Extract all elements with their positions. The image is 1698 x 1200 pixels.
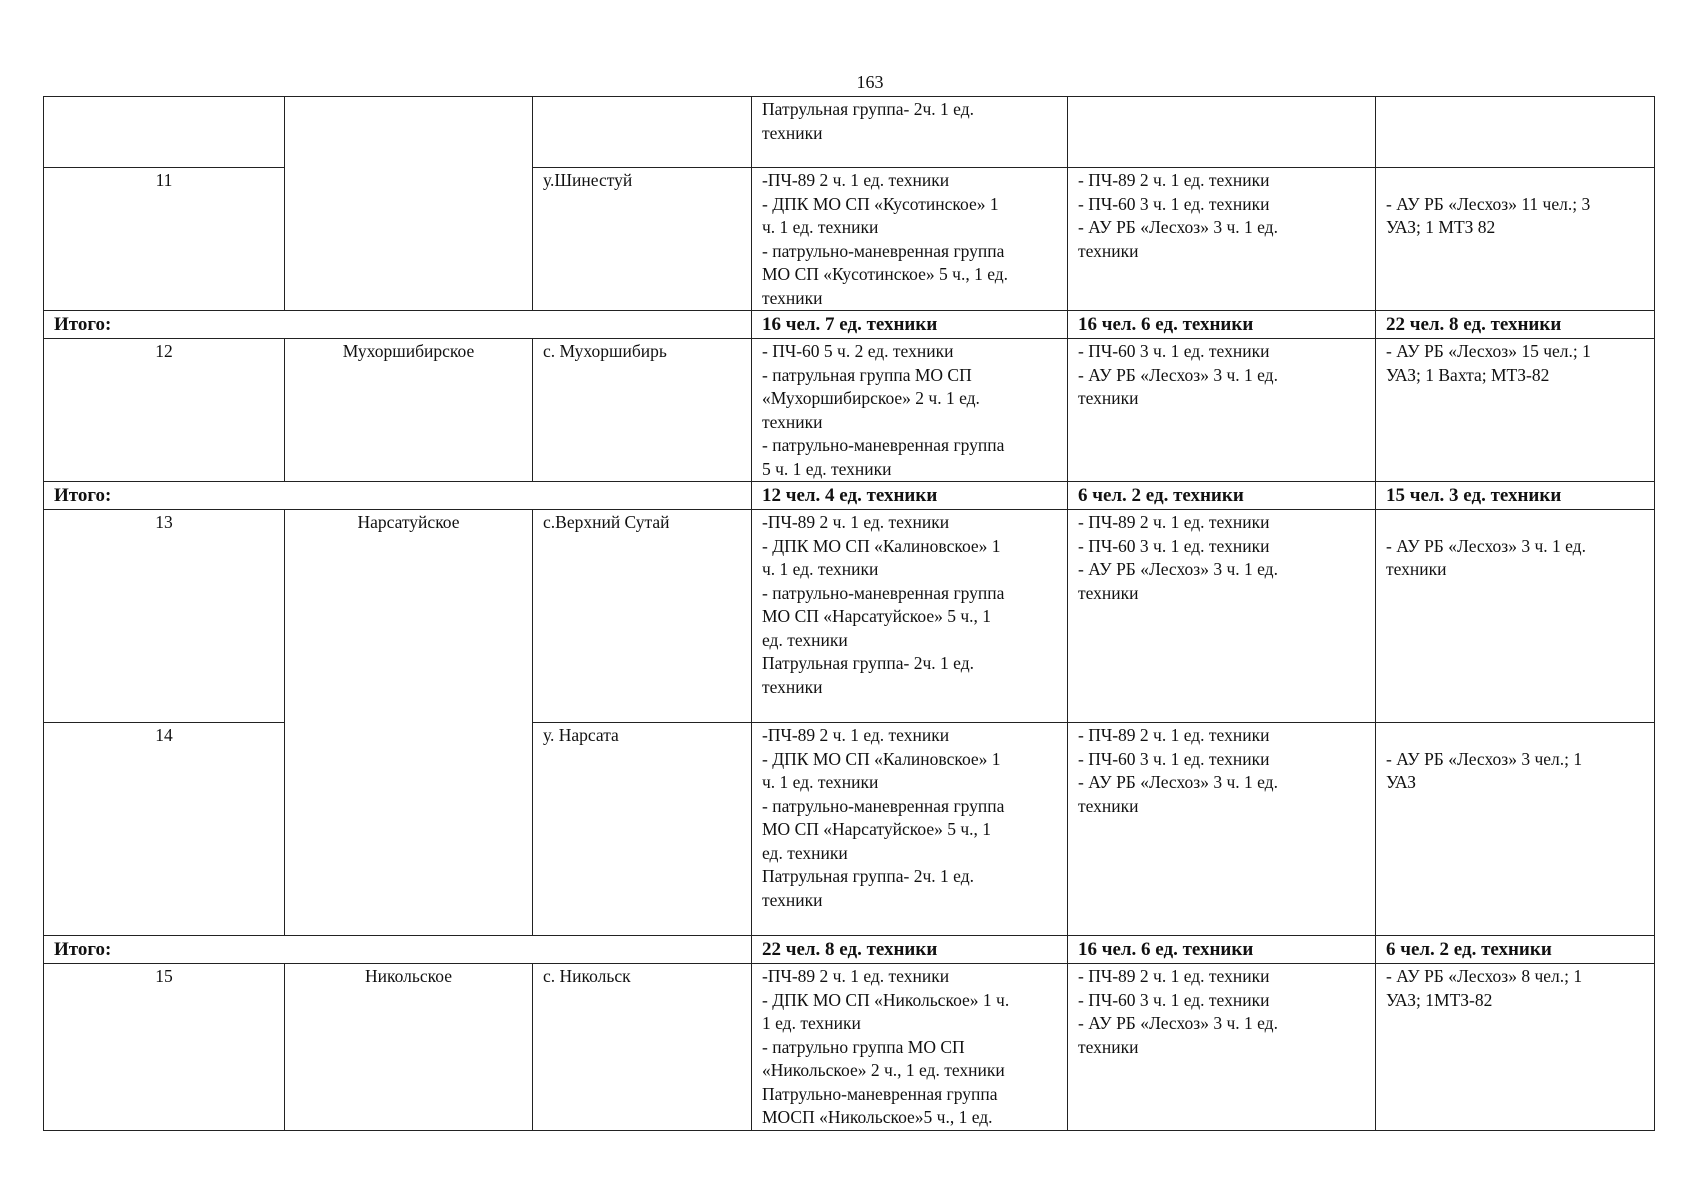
page-number: 163 — [856, 72, 884, 92]
cell-line: - ПЧ-89 2 ч. 1 ед. техники — [1078, 512, 1270, 532]
cell-forces-reserve — [1376, 339, 1655, 482]
cell-line: «Никольское» 2 ч., 1 ед. техники — [762, 1060, 1005, 1080]
cell-line: техники — [762, 287, 823, 308]
cell-line: ч. 1 ед. техники — [762, 217, 879, 237]
cell-line: ч. 1 ед. техники — [762, 559, 879, 579]
cell-district: Нарсатуйское — [285, 510, 533, 936]
cell-forces-primary — [752, 723, 1068, 936]
total-label: Итого: — [44, 311, 752, 339]
cell-line: ч. 1 ед. техники — [762, 772, 879, 792]
cell-line: Патрульная группа- 2ч. 1 ед. — [762, 866, 974, 886]
forces-table — [43, 96, 1655, 1131]
cell-forces-primary — [752, 964, 1068, 1131]
total-primary: 16 чел. 7 ед. техники — [752, 311, 1068, 339]
cell-line: - ПЧ-89 2 ч. 1 ед. техники — [1078, 725, 1270, 745]
cell-number: 13 — [44, 510, 285, 723]
cell-line: техники — [762, 122, 823, 143]
cell-forces-primary — [752, 97, 1068, 168]
cell-line: техники — [1386, 559, 1447, 579]
cell-line: УАЗ; 1МТЗ-82 — [1386, 989, 1493, 1010]
table-row — [44, 964, 1655, 1131]
cell-settlement: у. Нарсата — [533, 723, 752, 936]
cell-settlement: с.Верхний Сутай — [533, 510, 752, 723]
cell-line: - АУ РБ «Лесхоз» 15 чел.; 1 — [1386, 341, 1591, 361]
cell-line: техники — [762, 411, 823, 432]
total-row — [44, 311, 1655, 339]
cell-forces-primary — [752, 510, 1068, 723]
cell-line: МОСП «Никольское»5 ч., 1 ед. — [762, 1107, 993, 1127]
cell-number — [44, 97, 285, 168]
cell-district — [285, 97, 533, 311]
cell-line: - АУ РБ «Лесхоз» 3 ч. 1 ед. — [1078, 217, 1278, 237]
cell-forces-reserve — [1376, 510, 1655, 723]
cell-line: 5 ч. 1 ед. техники — [762, 458, 892, 479]
cell-forces-secondary — [1068, 97, 1376, 168]
cell-line: -ПЧ-89 2 ч. 1 ед. техники — [762, 725, 950, 745]
cell-forces-reserve — [1376, 964, 1655, 1131]
total-reserve: 22 чел. 8 ед. техники — [1376, 311, 1655, 339]
cell-line: Патрульно-маневренная группа — [762, 1083, 998, 1104]
cell-forces-primary — [752, 168, 1068, 311]
cell-line: - АУ РБ «Лесхоз» 3 ч. 1 ед. — [1078, 559, 1278, 579]
cell-line: МО СП «Кусотинское» 5 ч., 1 ед. — [762, 264, 1009, 284]
cell-number: 14 — [44, 723, 285, 936]
cell-line: - патрульно-маневренная группа — [762, 435, 1005, 455]
cell-line: - ПЧ-60 3 ч. 1 ед. техники — [1078, 989, 1270, 1010]
total-reserve: 6 чел. 2 ед. техники — [1376, 936, 1655, 964]
cell-settlement: с. Мухоршибирь — [533, 339, 752, 482]
cell-line: «Мухоршибирское» 2 ч. 1 ед. — [762, 388, 980, 408]
cell-line: - АУ РБ «Лесхоз» 11 чел.; 3 — [1386, 193, 1591, 214]
cell-line: ед. техники — [762, 842, 848, 863]
cell-line: - АУ РБ «Лесхоз» 3 ч. 1 ед. — [1078, 772, 1278, 792]
cell-line: УАЗ; 1 Вахта; МТЗ-82 — [1386, 364, 1550, 385]
cell-line: техники — [1078, 388, 1139, 408]
cell-line: - патрульно-маневренная группа — [762, 582, 1005, 603]
total-label: Итого: — [44, 482, 752, 510]
cell-line: УАЗ; 1 МТЗ 82 — [1386, 217, 1496, 237]
cell-settlement — [533, 97, 752, 168]
cell-line: - ДПК МО СП «Кусотинское» 1 — [762, 193, 999, 214]
cell-line: - патрульно-маневренная группа — [762, 240, 1005, 261]
total-secondary: 6 чел. 2 ед. техники — [1068, 482, 1376, 510]
cell-forces-reserve — [1376, 97, 1655, 168]
cell-line: - ДПК МО СП «Никольское» 1 ч. — [762, 989, 1010, 1010]
total-label: Итого: — [44, 936, 752, 964]
cell-line: Патрульная группа- 2ч. 1 ед. — [762, 99, 974, 119]
cell-line: - патрульно группа МО СП — [762, 1036, 965, 1057]
cell-line: МО СП «Нарсатуйское» 5 ч., 1 — [762, 819, 992, 839]
cell-line: МО СП «Нарсатуйское» 5 ч., 1 — [762, 606, 992, 626]
total-row — [44, 482, 1655, 510]
cell-line: - АУ РБ «Лесхоз» 8 чел.; 1 — [1386, 966, 1583, 986]
cell-line: ед. техники — [762, 629, 848, 650]
cell-number: 11 — [44, 168, 285, 311]
cell-line: - ПЧ-60 3 ч. 1 ед. техники — [1078, 341, 1270, 361]
cell-line: 1 ед. техники — [762, 1013, 861, 1033]
cell-line: техники — [762, 676, 823, 697]
cell-forces-secondary — [1068, 339, 1376, 482]
cell-line: - АУ РБ «Лесхоз» 3 ч. 1 ед. — [1386, 535, 1586, 556]
cell-line: -ПЧ-89 2 ч. 1 ед. техники — [762, 512, 950, 532]
cell-line: - АУ РБ «Лесхоз» 3 ч. 1 ед. — [1078, 1013, 1278, 1033]
cell-number: 15 — [44, 964, 285, 1131]
cell-forces-secondary — [1068, 723, 1376, 936]
cell-line: техники — [762, 889, 823, 910]
cell-forces-secondary — [1068, 964, 1376, 1131]
total-primary: 22 чел. 8 ед. техники — [752, 936, 1068, 964]
cell-line: - патрульная группа МО СП — [762, 364, 972, 385]
cell-district: Никольское — [285, 964, 533, 1131]
cell-district: Мухоршибирское — [285, 339, 533, 482]
cell-line: -ПЧ-89 2 ч. 1 ед. техники — [762, 966, 950, 986]
cell-forces-reserve — [1376, 168, 1655, 311]
cell-forces-primary — [752, 339, 1068, 482]
cell-line: - ДПК МО СП «Калиновское» 1 — [762, 535, 1001, 556]
cell-line: - патрульно-маневренная группа — [762, 795, 1005, 816]
cell-line: - ПЧ-89 2 ч. 1 ед. техники — [1078, 966, 1270, 986]
cell-line: техники — [1078, 1036, 1139, 1057]
cell-line: - ПЧ-89 2 ч. 1 ед. техники — [1078, 170, 1270, 190]
total-primary: 12 чел. 4 ед. техники — [752, 482, 1068, 510]
cell-forces-secondary — [1068, 510, 1376, 723]
cell-line: техники — [1078, 795, 1139, 816]
table-row — [44, 510, 1655, 723]
cell-number: 12 — [44, 339, 285, 482]
cell-line: - АУ РБ «Лесхоз» 3 ч. 1 ед. — [1078, 364, 1278, 385]
cell-line: -ПЧ-89 2 ч. 1 ед. техники — [762, 170, 950, 190]
cell-line: - АУ РБ «Лесхоз» 3 чел.; 1 — [1386, 748, 1583, 769]
table-row — [44, 339, 1655, 482]
total-secondary: 16 чел. 6 ед. техники — [1068, 311, 1376, 339]
cell-line: - ПЧ-60 3 ч. 1 ед. техники — [1078, 535, 1270, 556]
cell-line: - ПЧ-60 3 ч. 1 ед. техники — [1078, 748, 1270, 769]
cell-line: - ПЧ-60 3 ч. 1 ед. техники — [1078, 193, 1270, 214]
cell-line: Патрульная группа- 2ч. 1 ед. — [762, 653, 974, 673]
cell-line: - ДПК МО СП «Калиновское» 1 — [762, 748, 1001, 769]
total-reserve: 15 чел. 3 ед. техники — [1376, 482, 1655, 510]
cell-settlement: с. Никольск — [533, 964, 752, 1131]
cell-line: УАЗ — [1386, 772, 1417, 792]
cell-line: - ПЧ-60 5 ч. 2 ед. техники — [762, 341, 954, 361]
cell-settlement: у.Шинестуй — [533, 168, 752, 311]
cell-forces-reserve — [1376, 723, 1655, 936]
cell-line: техники — [1078, 582, 1139, 603]
table-row — [44, 97, 1655, 168]
cell-line: техники — [1078, 240, 1139, 261]
cell-forces-secondary — [1068, 168, 1376, 311]
total-secondary: 16 чел. 6 ед. техники — [1068, 936, 1376, 964]
total-row — [44, 936, 1655, 964]
